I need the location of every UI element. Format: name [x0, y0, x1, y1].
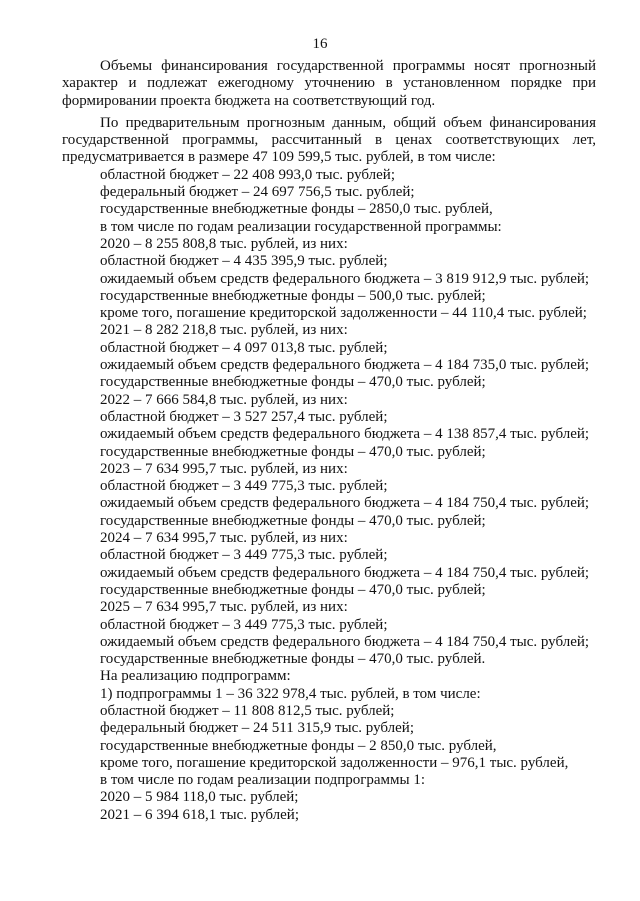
financing-breakdown-list [62, 167, 596, 824]
list-item: 2024 – 7 634 995,7 тыс. рублей, из них: [100, 530, 348, 547]
document-body [62, 58, 596, 824]
list-item: областной бюджет – 4 435 395,9 тыс. рублей; [100, 253, 388, 270]
list-item: 2023 – 7 634 995,7 тыс. рублей, из них: [100, 460, 348, 477]
list-item: государственные внебюджетные фонды – 500,0 тыс. рублей; [100, 287, 486, 304]
list-item: областной бюджет – 3 449 775,3 тыс. рублей; [100, 616, 388, 633]
list-item: ожидаемый объем средств федерального бюджета – 4 184 735,0 тыс. рублей; [100, 357, 590, 374]
list-item: 2021 – 6 394 618,1 тыс. рублей; [100, 806, 299, 823]
paragraph-total-financing: По предварительным прогнозным данным, общий объем финансирования государственной программы, рассчитанный в ценах соответствующих лет, предусматривается в размере 47 109 599,5 тыс. рублей, в том числе: [62, 114, 596, 166]
list-item: областной бюджет – 11 808 812,5 тыс. рублей; [100, 702, 395, 719]
list-item: 2022 – 7 666 584,8 тыс. рублей, из них: [100, 391, 348, 408]
list-item: кроме того, погашение кредиторской задолженности – 976,1 тыс. рублей, [100, 754, 569, 771]
list-item: ожидаемый объем средств федерального бюджета – 4 138 857,4 тыс. рублей; [100, 426, 590, 443]
paragraph-financing-note: Объемы финансирования государственной программы носят прогнозный характер и подлежат ежегодному уточнению в установленном порядке при формировании проекта бюджета на соответствующий год. [62, 58, 596, 109]
list-item: 2021 – 8 282 218,8 тыс. рублей, из них: [100, 322, 348, 339]
list-item: государственные внебюджетные фонды – 470,0 тыс. рублей; [100, 512, 486, 529]
list-item: государственные внебюджетные фонды – 2850,0 тыс. рублей, [100, 201, 493, 218]
list-item: государственные внебюджетные фонды – 470,0 тыс. рублей; [100, 374, 486, 391]
list-item: ожидаемый объем средств федерального бюджета – 4 184 750,4 тыс. рублей; [100, 564, 590, 581]
list-item: ожидаемый объем средств федерального бюджета – 4 184 750,4 тыс. рублей; [100, 495, 590, 512]
list-item: 2025 – 7 634 995,7 тыс. рублей, из них: [100, 599, 348, 616]
list-item: в том числе по годам реализации подпрограммы 1: [100, 772, 426, 789]
list-item: 2020 – 5 984 118,0 тыс. рублей; [100, 789, 299, 806]
page-number: 16 [312, 36, 328, 52]
list-item: На реализацию подпрограмм: [100, 668, 291, 685]
list-item: кроме того, погашение кредиторской задолженности – 44 110,4 тыс. рублей; [100, 305, 587, 322]
list-item: областной бюджет – 22 408 993,0 тыс. рублей; [100, 166, 395, 183]
list-item: областной бюджет – 4 097 013,8 тыс. рублей; [100, 339, 388, 356]
list-item: областной бюджет – 3 449 775,3 тыс. рублей; [100, 547, 388, 564]
list-item: ожидаемый объем средств федерального бюджета – 3 819 912,9 тыс. рублей; [100, 270, 590, 287]
list-item: федеральный бюджет – 24 511 315,9 тыс. рублей; [100, 720, 414, 737]
list-item: областной бюджет – 3 449 775,3 тыс. рублей; [100, 478, 388, 495]
list-item: федеральный бюджет – 24 697 756,5 тыс. рублей; [100, 184, 415, 201]
list-item: государственные внебюджетные фонды – 470,0 тыс. рублей. [100, 651, 486, 668]
list-item: государственные внебюджетные фонды – 470,0 тыс. рублей; [100, 443, 486, 460]
list-item: 2020 – 8 255 808,8 тыс. рублей, из них: [100, 235, 348, 252]
list-item: областной бюджет – 3 527 257,4 тыс. рублей; [100, 408, 388, 425]
list-item: ожидаемый объем средств федерального бюджета – 4 184 750,4 тыс. рублей; [100, 633, 590, 650]
list-item: в том числе по годам реализации государственной программы: [100, 218, 502, 235]
list-item: 1) подпрограммы 1 – 36 322 978,4 тыс. рублей, в том числе: [100, 685, 481, 702]
list-item: государственные внебюджетные фонды – 470,0 тыс. рублей; [100, 581, 486, 598]
list-item: государственные внебюджетные фонды – 2 850,0 тыс. рублей, [100, 737, 497, 754]
